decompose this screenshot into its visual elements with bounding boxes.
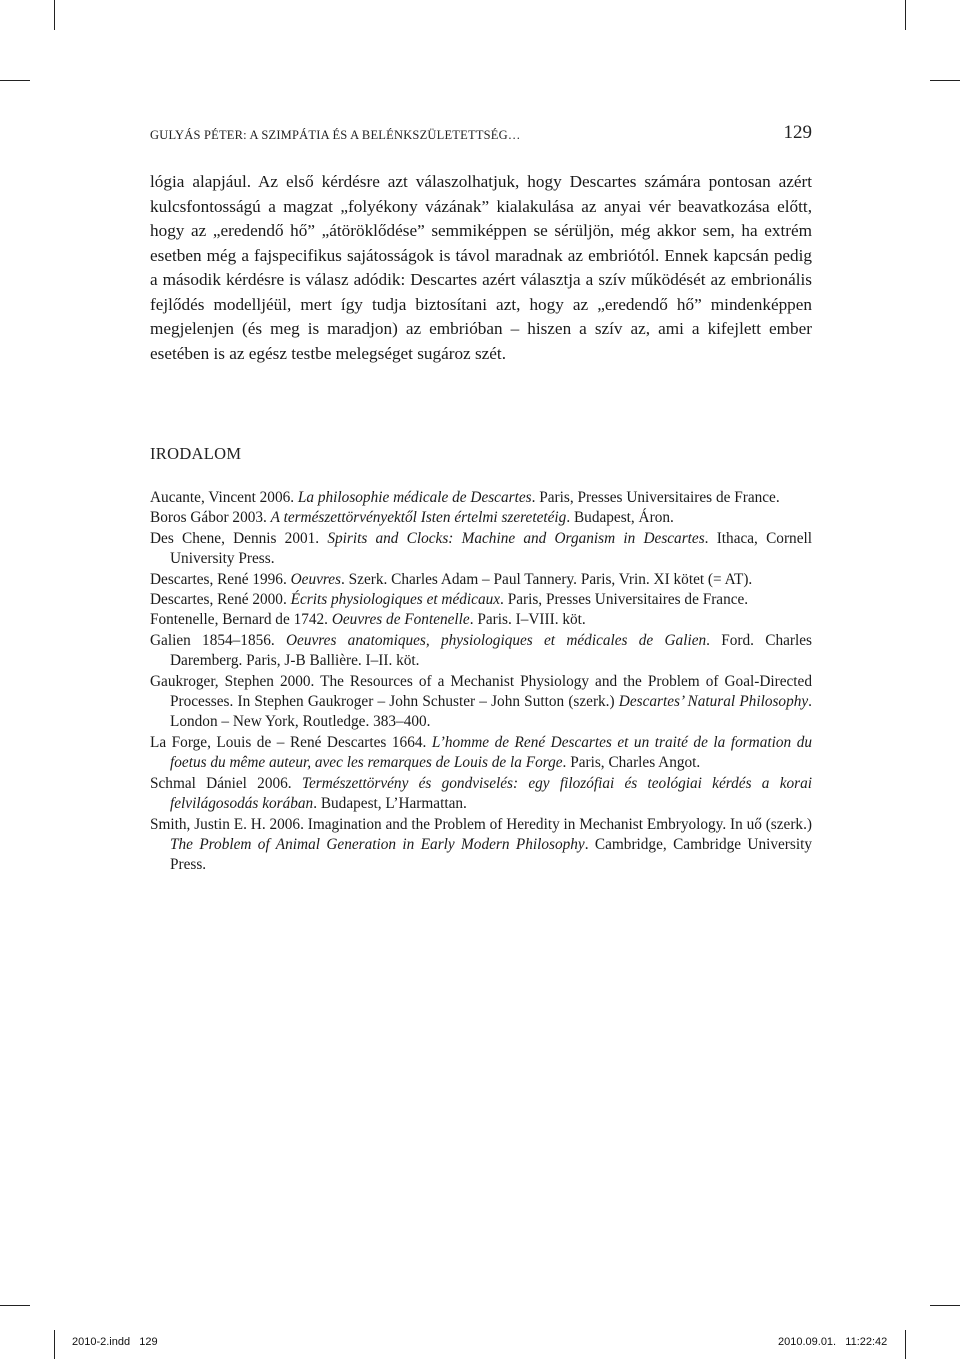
reference-item: Schmal Dániel 2006. Természettörvény és gondviselés: egy filozófiai és teológiai kérdés a korai felvilágosodás korában. Budapest, L’Harmattan. (150, 774, 812, 813)
crop-mark (905, 1330, 906, 1359)
crop-mark (905, 0, 906, 30)
reference-item: La Forge, Louis de – René Descartes 1664. L’homme de René Descartes et un traité de la formation du foetus du même auteur, avec les remarques de Louis de la Forge. Paris, Charles Angot. (150, 733, 812, 772)
reference-title: Spirits and Clocks: Machine and Organism in Descartes (327, 529, 705, 547)
reference-title: Écrits physiologiques et médicaux (290, 591, 501, 609)
section-title: IRODALOM (150, 444, 242, 463)
running-head: GULYÁS PÉTER: A SZIMPÁTIA ÉS A BELÉNKSZÜLETETTSÉG… (150, 128, 521, 142)
reference-item: Smith, Justin E. H. 2006. Imagination and the Problem of Heredity in Mechanist Embryology. In uő (szerk.) The Problem of Animal Generation in Early Modern Philosophy. Cambridge, Cambridge University Press. (150, 815, 812, 874)
reference-title: A természettörvényektől Isten értelmi szeretetéig (270, 509, 567, 527)
crop-mark (0, 1305, 30, 1306)
crop-mark (54, 0, 55, 30)
reference-title: La philosophie médicale de Descartes (297, 489, 532, 506)
reference-title: Természettörvény és gondviselés: egy filozófiai és teológiai kérdés a korai felvilágosodás korában (170, 774, 812, 813)
reference-item: Aucante, Vincent 2006. La philosophie médicale de Descartes. Paris, Presses Universitaires de France. (150, 489, 780, 506)
crop-mark (930, 1305, 960, 1306)
footer-timestamp: 2010.09.01. 11:22:42 (778, 1336, 888, 1348)
reference-item: Descartes, René 2000. Écrits physiologiques et médicaux. Paris, Presses Universitaires de France. (150, 591, 749, 609)
crop-mark (0, 80, 30, 81)
reference-title: Descartes’ Natural Philosophy (618, 693, 809, 711)
page-header (150, 122, 812, 146)
reference-item: Des Chene, Dennis 2001. Spirits and Clocks: Machine and Organism in Descartes. Ithaca, Cornell University Press. (150, 529, 812, 568)
reference-title: The Problem of Animal Generation in Early Modern Philosophy (170, 835, 585, 853)
reference-title: Oeuvres anatomiques, physiologiques et médicales de Galien (286, 631, 707, 649)
reference-item: Galien 1854–1856. Oeuvres anatomiques, physiologiques et médicales de Galien. Ford. Charles Daremberg. Paris, J-B Ballière. I–II. köt. (150, 631, 812, 670)
reference-list (150, 488, 812, 876)
crop-mark (930, 80, 960, 81)
reference-item: Gaukroger, Stephen 2000. The Resources of a Mechanist Physiology and the Problem of Goal-Directed Processes. In Stephen Gaukroger – John Schuster – John Sutton (szerk.) Descartes’ Natural Philosophy. London – New York, Routledge. 383–400. (150, 672, 812, 731)
crop-mark (54, 1330, 55, 1359)
reference-item: Fontenelle, Bernard de 1742. Oeuvres de Fontenelle. Paris. I–VIII. köt. (150, 611, 586, 629)
footer-file-info: 2010-2.indd 129 (72, 1336, 158, 1348)
paragraph: lógia alapjául. Az első kérdésre azt válaszolhatjuk, hogy Descartes számára pontosan azért kulcsfontosságú a magzat „folyékony vázának” kialakulása az anyai vér beavatkozása előtt, hogy az „eredendő hő” „átöröklődése” semmiképpen se sérüljön, még akkor sem, ha extrém esetben még a fajspecifikus sajátosságok is távol maradnak az embriótól. Ennek kapcsán pedig a második kérdésre is válasz adódik: Descartes azért választja a szív működését az embrionális fejlődés modelljéül, mert így tudja biztosítani azt, hogy az „eredendő hő” mindenképpen megjelenjen (és meg is maradjon) az embrióban – hiszen a szív az, ami a kifejlett ember esetében is az egész testbe melegséget sugároz szét. (150, 172, 812, 363)
reference-item: Boros Gábor 2003. A természettörvényektől Isten értelmi szeretetéig. Budapest, Áron. (150, 509, 674, 527)
reference-title: L’homme de René Descartes et un traité de la formation du foetus du même auteur, avec les remarques de Louis de la Forge (170, 733, 812, 772)
body-text (150, 170, 812, 366)
reference-title: Oeuvres (290, 570, 342, 588)
reference-item: Descartes, René 1996. Oeuvres. Szerk. Charles Adam – Paul Tannery. Paris, Vrin. XI kötet (= AT). (150, 570, 753, 588)
page-number: 129 (783, 122, 812, 143)
reference-title: Oeuvres de Fontenelle (331, 611, 470, 629)
